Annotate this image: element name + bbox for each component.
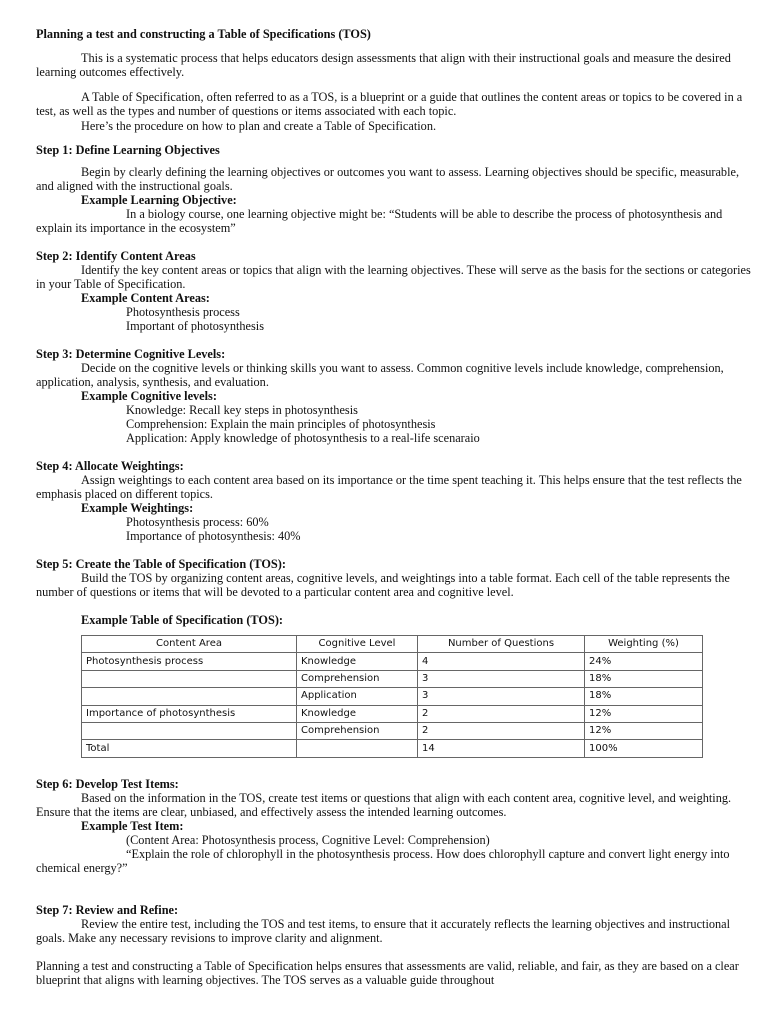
table-cell: 12%	[585, 705, 703, 722]
intro-paragraph-1: This is a systematic process that helps educators design assessments that align with their instructional goals and measure the desired learning outcomes effectively.	[36, 51, 731, 79]
step1-example-text: In a biology course, one learning objective might be: “Students will be able to describe the process of photosynthesis and explain its importance in the ecosystem”	[36, 207, 723, 235]
table-header-cell: Weighting (%)	[585, 636, 703, 653]
conclusion-paragraph: Planning a test and constructing a Table of Specification helps ensures that assessments are valid, reliable, and fair, as they are based on a clear blueprint that aligns with learning objectives. The TOS serves as a valuable guide throughout	[36, 959, 739, 987]
table-row	[82, 722, 703, 739]
table-cell: 12%	[585, 722, 703, 739]
table-cell: 2	[418, 705, 585, 722]
table-cell: Comprehension	[297, 722, 418, 739]
step2-item: Photosynthesis process	[126, 305, 240, 319]
table-header-cell: Content Area	[82, 636, 297, 653]
table-cell: 24%	[585, 653, 703, 670]
step4-example-label: Example Weightings:	[81, 501, 194, 515]
table-cell	[82, 688, 297, 705]
step6-example-label: Example Test Item:	[81, 819, 184, 833]
step3-item: Application: Apply knowledge of photosynthesis to a real-life scenaraio	[126, 431, 480, 445]
step2-body: Identify the key content areas or topics that align with the learning objectives. These will serve as the basis for the sections or categories in your Table of Specification.	[36, 263, 751, 291]
table-cell: Importance of photosynthesis	[82, 705, 297, 722]
step2-example-label: Example Content Areas:	[81, 291, 210, 305]
step7-body: Review the entire test, including the TOS and test items, to ensure that it accurately reflects the learning objectives and instructional goals. Make any necessary revisions to improve clarity and alignment.	[36, 917, 731, 945]
step1-example-label: Example Learning Objective:	[81, 193, 237, 207]
table-row	[82, 705, 703, 722]
step3-item: Knowledge: Recall key steps in photosynthesis	[126, 403, 358, 417]
table-cell: 2	[418, 722, 585, 739]
step7-heading: Step 7: Review and Refine:	[36, 903, 179, 917]
step3-example-label: Example Cognitive levels:	[81, 389, 217, 403]
table-row	[82, 653, 703, 670]
step3-body: Decide on the cognitive levels or thinking skills you want to assess. Common cognitive levels include knowledge, comprehension, application, analysis, synthesis, and evaluation.	[36, 361, 724, 389]
step2-item: Important of photosynthesis	[126, 319, 264, 333]
table-cell	[82, 722, 297, 739]
step5-heading: Step 5: Create the Table of Specification (TOS):	[36, 557, 286, 571]
table-cell: Knowledge	[297, 705, 418, 722]
step6-item-text: “Explain the role of chlorophyll in the photosynthesis process. How does chlorophyll capture and convert light energy into chemical energy?”	[36, 847, 730, 875]
intro-paragraph-2: A Table of Specification, often referred to as a TOS, is a blueprint or a guide that outlines the content areas or topics to be covered in a test, as well as the types and number of questions or items associated with each topic.	[36, 90, 743, 118]
table-cell: 18%	[585, 670, 703, 687]
step1-heading: Step 1: Define Learning Objectives	[36, 143, 220, 157]
table-cell: 3	[418, 688, 585, 705]
step3-item: Comprehension: Explain the main principles of photosynthesis	[126, 417, 436, 431]
table-row	[82, 740, 703, 757]
step6-item-meta: (Content Area: Photosynthesis process, Cognitive Level: Comprehension)	[126, 833, 490, 847]
step4-item: Photosynthesis process: 60%	[126, 515, 269, 529]
table-row	[82, 670, 703, 687]
table-cell	[297, 740, 418, 757]
step1-body: Begin by clearly defining the learning objectives or outcomes you want to assess. Learning objectives should be specific, measurable, and aligned with the instructional goals.	[36, 165, 740, 193]
table-cell: Total	[82, 740, 297, 757]
step4-body: Assign weightings to each content area based on its importance or the time spent teaching it. This helps ensure that the test reflects the emphasis placed on different topics.	[36, 473, 742, 501]
table-cell: Photosynthesis process	[82, 653, 297, 670]
table-cell: 4	[418, 653, 585, 670]
table-header-cell: Cognitive Level	[297, 636, 418, 653]
step6-body: Based on the information in the TOS, create test items or questions that align with each content area, cognitive level, and weighting. Ensure that the items are clear, unbiased, and effectively assess the intended learning outcomes.	[36, 791, 732, 819]
table-header-row	[82, 636, 703, 653]
table-cell: Knowledge	[297, 653, 418, 670]
document-title: Planning a test and constructing a Table of Specifications (TOS)	[36, 27, 371, 41]
step3-heading: Step 3: Determine Cognitive Levels:	[36, 347, 226, 361]
step5-example-label: Example Table of Specification (TOS):	[81, 613, 284, 627]
step6-heading: Step 6: Develop Test Items:	[36, 777, 179, 791]
table-cell: 14	[418, 740, 585, 757]
step4-item: Importance of photosynthesis: 40%	[126, 529, 301, 543]
table-cell: 3	[418, 670, 585, 687]
table-cell: Application	[297, 688, 418, 705]
table-cell: 18%	[585, 688, 703, 705]
table-header-cell: Number of Questions	[418, 636, 585, 653]
table-cell: 100%	[585, 740, 703, 757]
table-cell	[82, 670, 297, 687]
table-row	[82, 688, 703, 705]
intro-paragraph-3: Here’s the procedure on how to plan and create a Table of Specification.	[81, 119, 437, 133]
step2-heading: Step 2: Identify Content Areas	[36, 249, 196, 263]
step5-body: Build the TOS by organizing content areas, cognitive levels, and weightings into a table format. Each cell of the table represents the number of questions or items that will be devoted to a particular content area and cognitive level.	[36, 571, 730, 599]
tos-table	[81, 635, 703, 758]
step4-heading: Step 4: Allocate Weightings:	[36, 459, 184, 473]
table-cell: Comprehension	[297, 670, 418, 687]
